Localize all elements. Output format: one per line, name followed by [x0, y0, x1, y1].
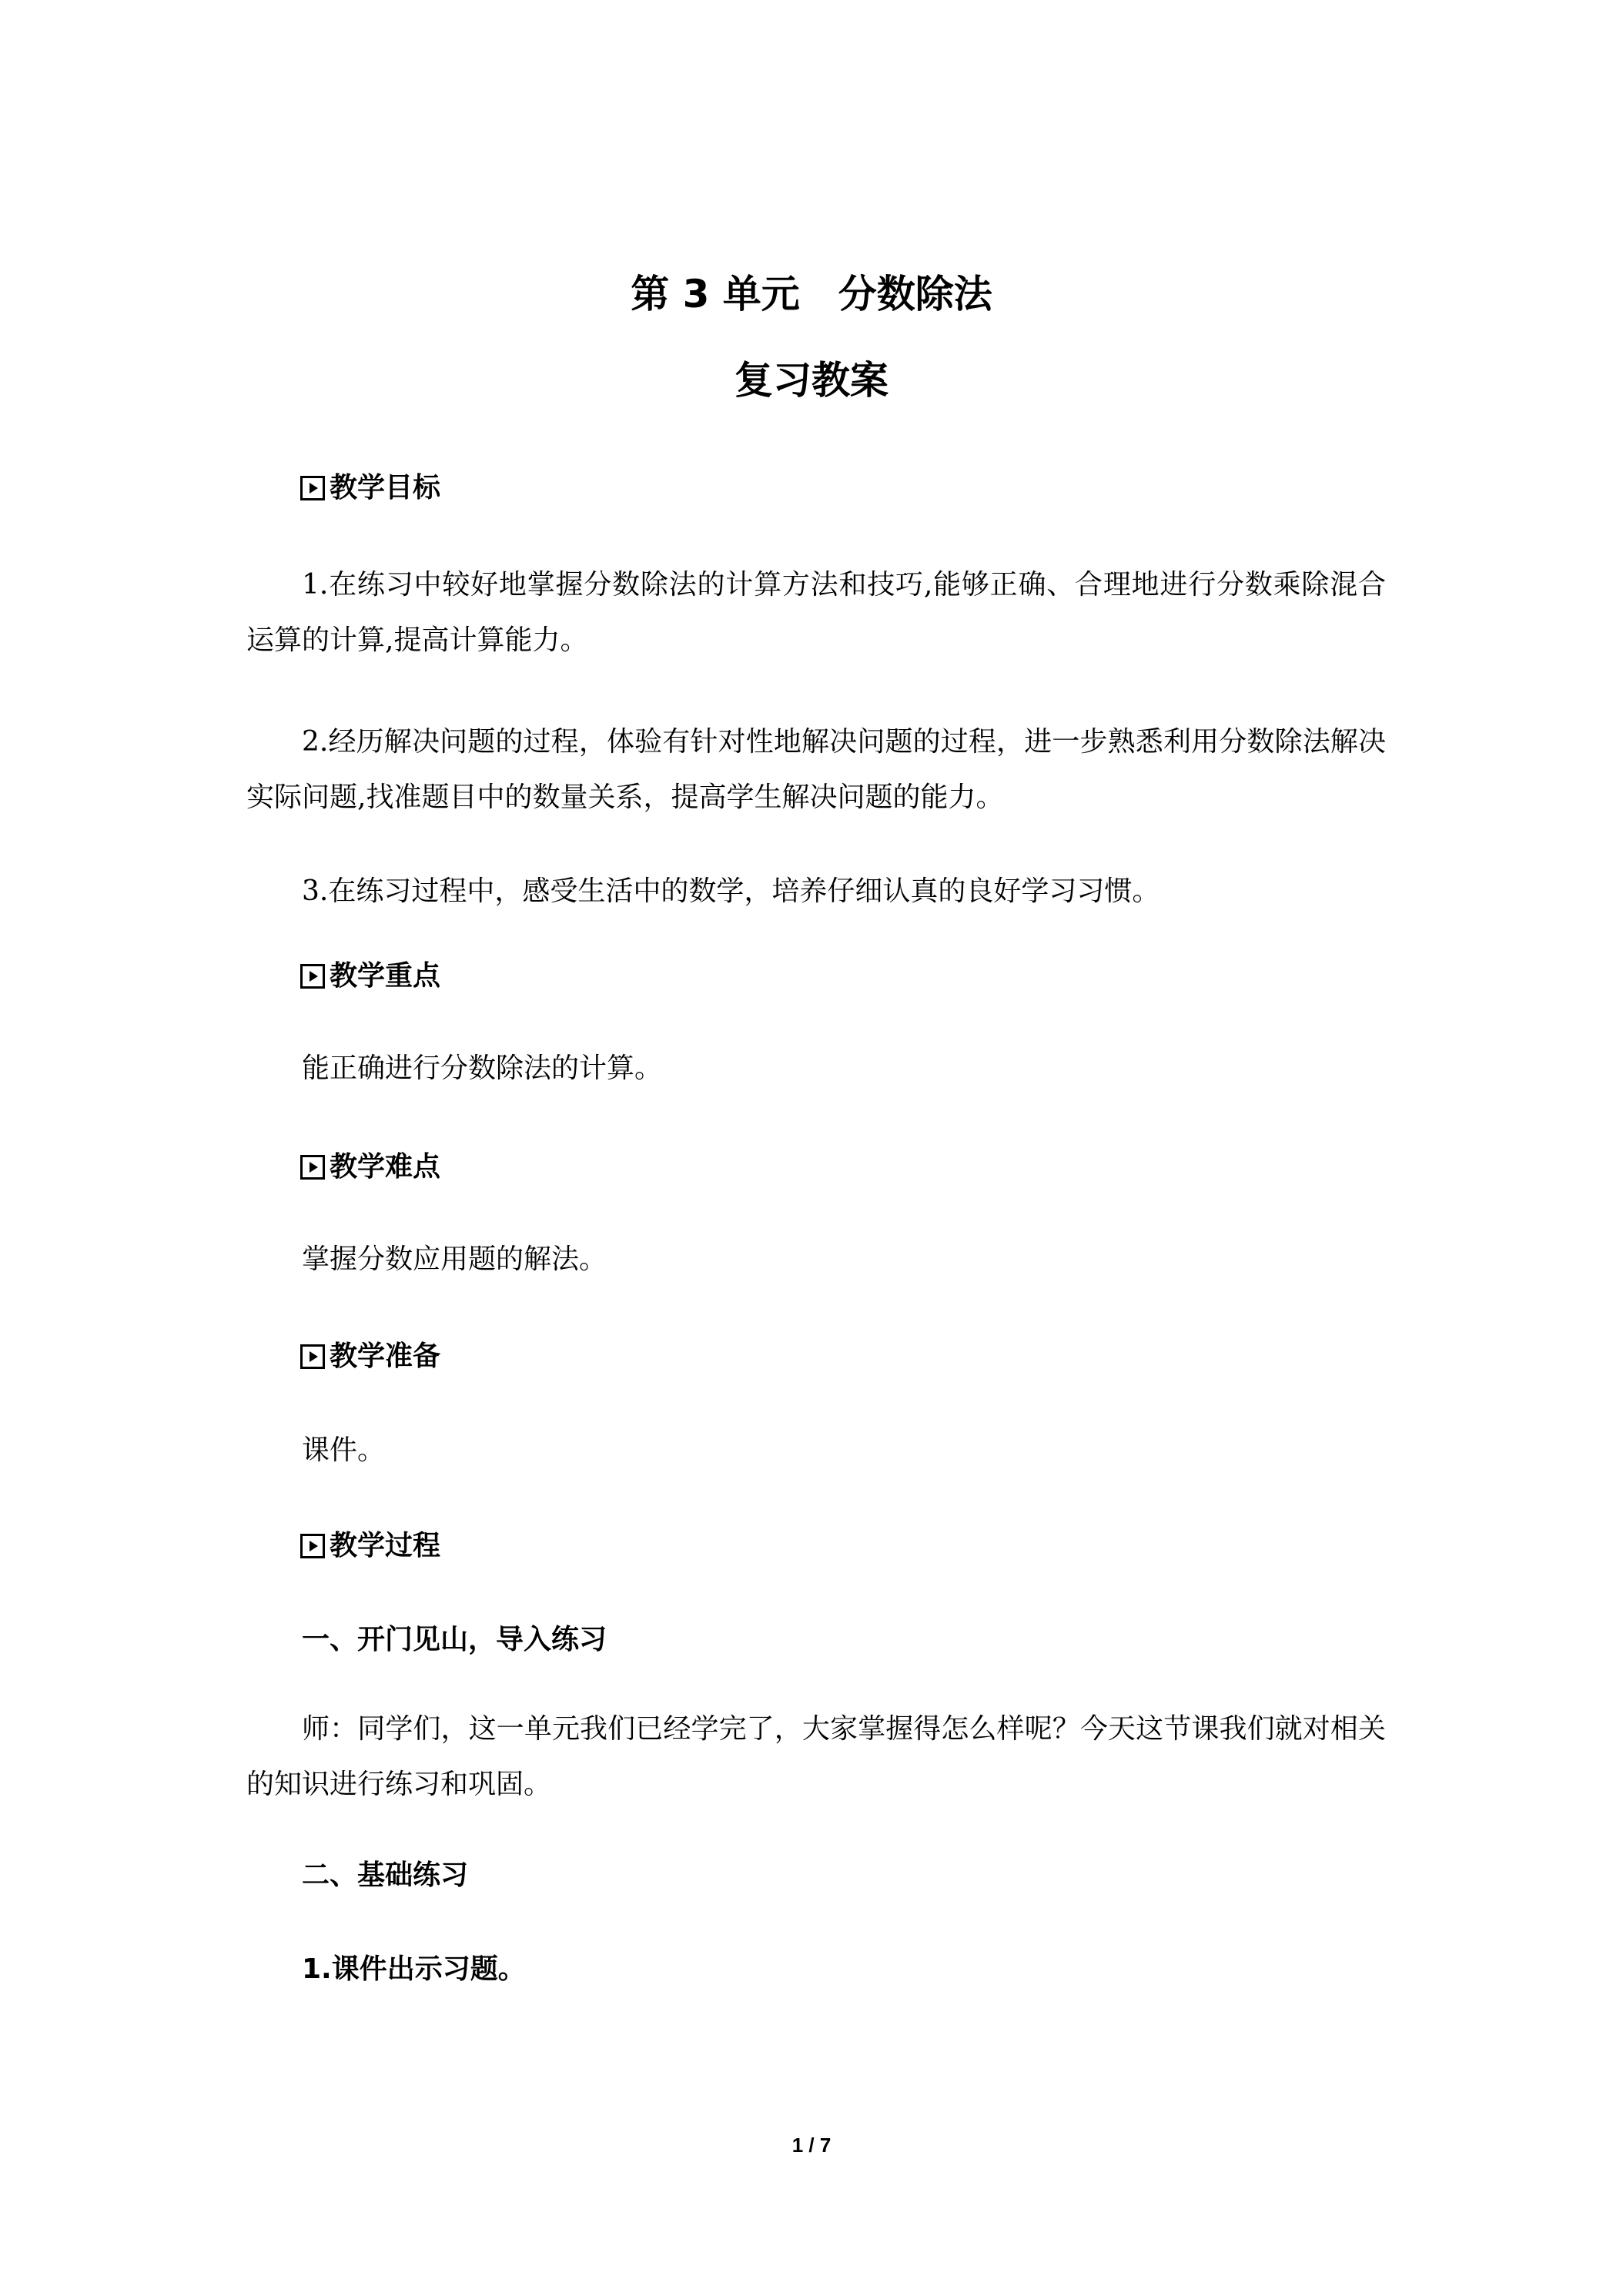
section-heading-label: 教学难点 — [330, 1151, 441, 1183]
section-heading-label: 教学准备 — [330, 1340, 441, 1372]
section-heading-label: 教学过程 — [330, 1530, 441, 1561]
section-heading-preparation — [300, 1340, 440, 1374]
objective-item-1: 1.在练习中较好地掌握分数除法的计算方法和技巧,能够正确、合理地进行分数乘除混合运算的计算,提高计算能力。 — [246, 569, 1386, 656]
section-heading-label: 教学重点 — [330, 960, 441, 992]
play-box-icon — [300, 1155, 325, 1180]
section-heading-label: 教学目标 — [330, 472, 441, 504]
process-step-1-text: 师：同学们，这一单元我们已经学完了，大家掌握得怎么样呢？今天这节课我们就对相关的知识进行练习和巩固。 — [246, 1713, 1386, 1800]
unit-title — [0, 271, 1623, 317]
play-box-icon — [300, 1534, 325, 1558]
process-step-2-item-1: 1.课件出示习题。 — [302, 1953, 526, 1985]
play-box-icon — [300, 476, 325, 500]
process-step-2-title: 二、基础练习 — [302, 1859, 469, 1891]
unit-number: 第 3 单元 — [631, 272, 800, 316]
objective-item-2: 2.经历解决问题的过程，体验有针对性地解决问题的过程，进一步熟悉利用分数除法解决实际问题,找准题目中的数量关系，提高学生解决问题的能力。 — [246, 726, 1386, 813]
play-box-icon — [300, 964, 325, 989]
document-subtitle: 复习教案 — [735, 358, 888, 403]
section-heading-difficulties — [300, 1150, 440, 1184]
objective-item-3: 3.在练习过程中，感受生活中的数学，培养仔细认真的良好学习习惯。 — [302, 875, 1160, 907]
page-indicator: 1 / 7 — [791, 2134, 832, 2157]
unit-topic: 分数除法 — [838, 272, 992, 316]
section-heading-objectives — [300, 471, 440, 505]
play-box-icon — [300, 1344, 325, 1369]
section-heading-key-points — [300, 959, 440, 993]
preparation-text: 课件。 — [302, 1434, 386, 1466]
process-step-1-title: 一、开门见山，导入练习 — [302, 1624, 607, 1655]
difficulties-text: 掌握分数应用题的解法。 — [302, 1243, 607, 1275]
section-heading-process — [300, 1529, 440, 1563]
key-points-text: 能正确进行分数除法的计算。 — [302, 1053, 663, 1084]
